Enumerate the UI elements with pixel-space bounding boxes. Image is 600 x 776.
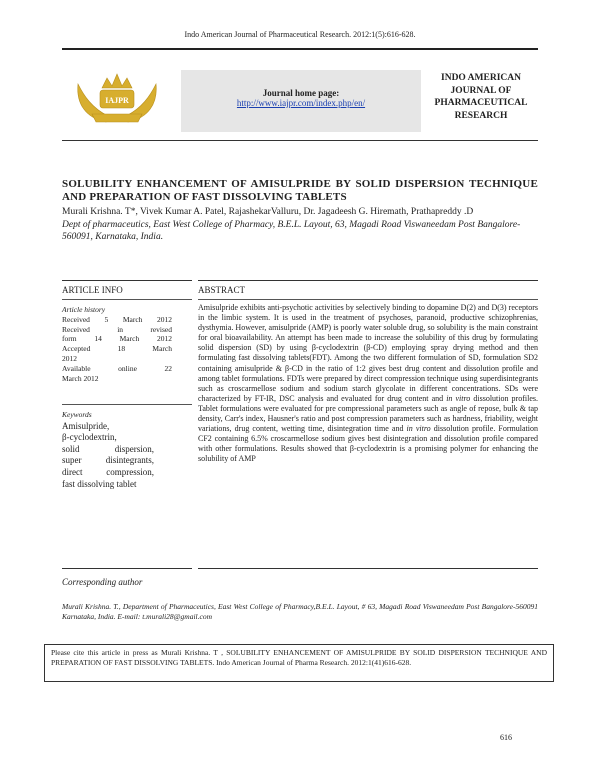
keyword: direct compression, <box>62 466 154 477</box>
history-line: March 2012 <box>62 373 99 383</box>
citation-box: Please cite this article in press as Murali Krishna. T , SOLUBILITY ENHANCEMENT OF AMISULPRIDE BY SOLID DISPERSION TECHNIQUE AND PREPARATION OF FAST DISSOLVING TABLETS. Indo American Journal of Pharma Research. 2012:1(41)616-628. <box>44 644 554 682</box>
article-title: SOLUBILITY ENHANCEMENT OF AMISULPRIDE BY SOLID DISPERSION TECHNIQUE AND PREPARATION OF FAST DISSOLVING TABLETS <box>62 178 538 203</box>
abstract-top-rule <box>198 280 538 281</box>
history-line: Available online 22 <box>62 363 172 373</box>
abstract-part: dissolution profile. Formulation CF2 containing 6.5% croscarmellose sodium gives best disintegration and dissolution profile compared with other formulations. Results showed that β-cyclodextrin is a promising polymer for enhancing the solubility of AMP <box>198 424 538 464</box>
abstract-bottom-rule <box>198 568 538 569</box>
logo-ribbon <box>92 114 142 122</box>
article-history <box>62 305 172 383</box>
history-line: Received 5 March 2012 <box>62 314 172 324</box>
journal-name-line: JOURNAL OF <box>450 85 512 96</box>
article-info-bottom-rule <box>62 568 192 569</box>
logo-text: IAJPR <box>105 96 129 105</box>
article-info-top-rule <box>62 280 192 281</box>
keyword: solid dispersion, <box>62 443 154 454</box>
header-rule <box>62 140 538 141</box>
corresponding-author-label: Corresponding author <box>62 577 143 587</box>
keywords-label: Keywords <box>62 410 92 419</box>
journal-name-line: RESEARCH <box>454 110 508 121</box>
crown-icon <box>102 74 132 88</box>
abstract-part: Amisulpride exhibits anti-psychotic activities by selectively binding to dopamine D(2) and D(3) receptors in the limbic system. It is used in the treatment of psychoses, paranoid, productive schizophrenias, dysthymia. However, amisulpride (AMP) is poorly water soluble drug, so solubility is the main constraint for oral bioavailability. An attempt has been made to increase the solubility of this drug by formulating solid dispersion (SD) by using β-cyclodextrin (β-CD) employing spray drying method and then formulating fast dissolving tablets(FDT). Among the two different formulation of SD, formulation SD2 containing amisulpride & β-CD in the ratio of 1:2 gives best drug content and dissolution profile and among tablet formulations. FDTs were prepared by direct compression technique using superdisintegrants such as croscarmellose sodium and sodium starch glycolate in different concentrations. SDs were characterized by FT-IR, DSC analysis and evaluated for drug content and <box>198 303 538 403</box>
affiliation: Dept of pharmaceutics, East West College of Pharmacy, B.E.L. Layout, 63, Magadi Road Viswaneedam Post Bangalore-560091, Karnataka, India. <box>62 220 521 242</box>
journal-home-link[interactable]: http://www.iajpr.com/index.php/en/ <box>236 98 366 108</box>
top-rule <box>62 48 538 50</box>
keyword: super disintegrants, <box>62 455 154 466</box>
journal-name-line: INDO AMERICAN <box>441 73 521 83</box>
journal-name-line: PHARMACEUTICAL <box>434 98 528 108</box>
keyword: β-cyclodextrin, <box>62 432 117 443</box>
keyword: fast dissolving tablet <box>62 478 137 489</box>
abstract-italic: in vitro <box>446 393 471 403</box>
keyword: Amisulpride, <box>62 420 110 431</box>
abstract-part: dissolution profiles. Tablet formulations were evaluated for pre compressional parameters such as angle of repose, bulk & tap density, Carr's index, Hausner's ratio and post compression parameters such as hardness, friability, weight variations, drug content, wetting time, disintegration time and <box>198 393 538 434</box>
article-history-label: Article history <box>62 305 106 314</box>
corresponding-author-details: Murali Krishna. T., Department of Pharmaceutics, East West College of Pharmacy,B.E.L. Layout, # 63, Magadi Road Viswaneedam Post Bangalore-560091 Karnataka, India. E-mail: t.murali28@gmail.com <box>62 602 538 622</box>
keywords <box>62 409 154 490</box>
running-head: Indo American Journal of Pharmaceutical Research. 2012:1(5):616-628. <box>184 30 416 39</box>
abstract-text <box>198 303 538 465</box>
abstract-heading: ABSTRACT <box>198 285 246 295</box>
abstract-rule <box>198 299 538 300</box>
journal-logo <box>62 66 172 134</box>
article-info-rule <box>62 299 192 300</box>
page-number: 616 <box>500 733 512 742</box>
author-list: Murali Krishna. T*, Vivek Kumar A. Patel, RajashekarValluru, Dr. Jagadeesh G. Hiremath, Prathapreddy .D <box>62 207 474 217</box>
journal-home-box <box>181 70 421 132</box>
journal-home-label: Journal home page: <box>262 88 340 98</box>
keywords-rule <box>62 404 192 405</box>
article-info-heading: ARTICLE INFO <box>62 285 123 295</box>
history-line: Accepted 18 March <box>62 344 172 354</box>
history-line: Received in revised <box>62 324 172 334</box>
history-line: 2012 <box>62 353 77 363</box>
journal-name <box>424 72 538 122</box>
abstract-italic: in vitro <box>406 424 431 434</box>
history-line: form 14 March 2012 <box>62 334 172 344</box>
